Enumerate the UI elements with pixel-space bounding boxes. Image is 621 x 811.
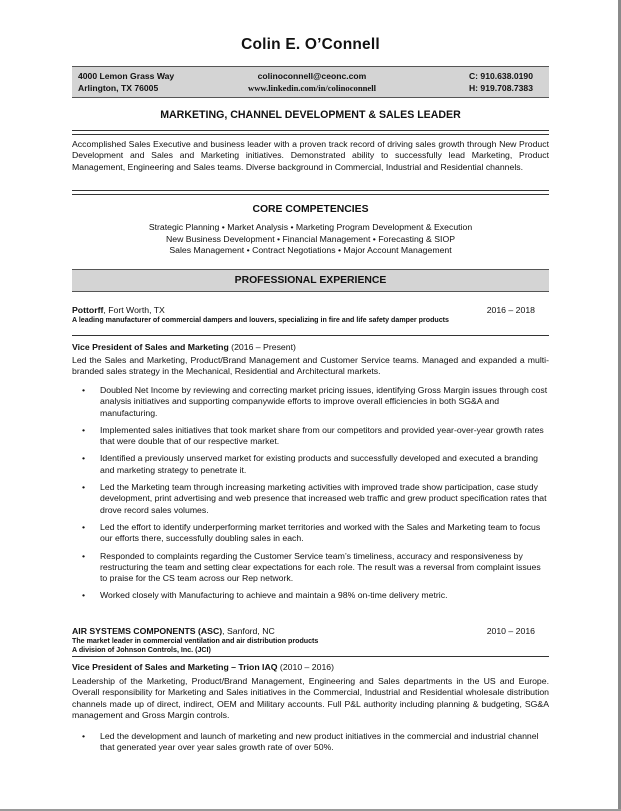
achievement-text: Responded to complaints regarding the Customer Service team’s timeliness, accuracy and responsiveness by restructuring the team and setting clear expectations for each role. The result was a reversal from complaint issues to praise for the CS team across our Rep network.	[100, 550, 541, 584]
core-competencies-title: CORE COMPETENCIES	[252, 204, 369, 215]
bullet-icon: •	[82, 550, 86, 561]
phone-block	[469, 70, 533, 94]
achievement-text: Led the development and launch of marketing and new product initiatives in the commercial and industrial channel that generated year over year sales growth rate of over 50%.	[100, 731, 539, 753]
divider	[72, 335, 549, 336]
summary-paragraph: Accomplished Sales Executive and business leader with a proven track record of driving sales growth through New Product Development and Sales and Marketing initiatives. Demonstrated ability to successfully lead Marketing, Product Management, Engineering and Sales teams. Diverse background in Commercial, Industrial and Residential channels.	[72, 139, 549, 172]
bullet-icon: •	[82, 521, 86, 532]
bullet-icon: •	[82, 731, 86, 741]
list-item	[72, 731, 549, 754]
role-header	[72, 342, 549, 353]
achievement-text: Led the effort to identify underperforming market territories and worked with the Sales and Marketing team to focus our efforts there, successfully doubling sales in each.	[100, 521, 541, 544]
company-name: AIR SYSTEMS COMPONENTS (ASC)	[72, 626, 223, 636]
list-item	[72, 425, 549, 448]
achievement-text: Identified a previously unserved market for existing products and successfully developed and executed a branding and marketing strategy to penetrate it.	[100, 453, 539, 475]
headline: MARKETING, CHANNEL DEVELOPMENT & SALES LEADER	[160, 109, 461, 121]
online-contact-block	[232, 70, 392, 94]
divider	[72, 134, 549, 135]
contact-bar	[72, 66, 549, 98]
divider	[72, 130, 549, 131]
divider	[72, 190, 549, 191]
achievement-text: Worked closely with Manufacturing to achieve and maintain a 98% on-time delivery metric.	[100, 590, 448, 601]
company-description: The market leader in commercial ventilation and air distribution products	[72, 637, 319, 645]
home-phone: H: 919.708.7383	[468, 83, 533, 93]
list-item	[72, 590, 549, 601]
competency-line: New Business Development • Financial Management • Forecasting & SIOP	[165, 233, 456, 244]
list-item	[72, 551, 549, 585]
company-location: , Sanford, NC	[222, 626, 275, 636]
achievement-list	[72, 385, 549, 608]
bullet-icon: •	[82, 424, 86, 435]
employment-dates: 2016 – 2018	[486, 305, 535, 315]
linkedin-link[interactable]: www.linkedin.com/in/colinoconnell	[248, 83, 376, 93]
role-overview: Led the Sales and Marketing, Product/Brand Management and Customer Service teams. Managed and expanded a multi-branded sales strategy in the Mechanical, Residential and Architectural markets.	[72, 355, 549, 377]
core-competencies-list	[72, 222, 549, 257]
achievement-text: Implemented sales initiatives that took market share from our competitors and provided year-over-year growth rates that were double that of our respective market.	[100, 424, 544, 447]
company-description: A leading manufacturer of commercial dampers and louvers, specializing in fire and life safety damper products	[72, 316, 449, 324]
cell-phone: C: 910.638.0190	[468, 71, 533, 81]
achievement-text: Led the Marketing team through increasing marketing activities with improved trade show participation, case study development, print advertising and web presence that increased web traffic and grew product specification rates that drove record sales volumes.	[100, 482, 547, 515]
competency-line: Sales Management • Contract Negotiations • Major Account Management	[169, 245, 452, 256]
role-dates: (2016 – Present)	[228, 342, 296, 352]
achievement-list	[72, 731, 549, 760]
company-location: , Fort Worth, TX	[103, 305, 165, 315]
bullet-icon: •	[82, 590, 86, 601]
address-line-2: Arlington, TX 76005	[78, 83, 159, 93]
bullet-icon: •	[82, 385, 86, 395]
role-header	[72, 662, 549, 673]
role-overview: Leadership of the Marketing, Product/Brand Management, Engineering and Sales departments in the US and Europe. Overall responsibility for Marketing and Sales initiatives in the Commercial, Industrial and Residential wholesale distribution channels made up of direct, indirect, OEM and Military accounts. Full P&L authority including planning & budgeting, SG&A management and Gross Margin controls.	[72, 676, 549, 720]
bullet-icon: •	[82, 482, 86, 493]
address-line-1: 4000 Lemon Grass Way	[78, 71, 175, 81]
address-block	[78, 70, 174, 94]
company-header	[72, 305, 549, 325]
list-item	[72, 482, 549, 516]
candidate-name: Colin E. O’Connell	[241, 36, 380, 53]
company-header	[72, 626, 549, 655]
company-name: Pottorff	[72, 305, 104, 315]
list-item	[72, 453, 549, 476]
divider	[72, 656, 549, 657]
achievement-text: Doubled Net Income by reviewing and correcting market pricing issues, identifying Gross Margin issues through cost analysis initiatives and supporting companywide efforts to improve overall efficiencies in both SG&A and manufacturing.	[100, 385, 548, 418]
employment-dates: 2010 – 2016	[486, 626, 535, 636]
divider	[72, 194, 549, 195]
professional-experience-title: PROFESSIONAL EXPERIENCE	[72, 269, 549, 292]
role-title: Vice President of Sales and Marketing – Trion IAQ	[72, 662, 278, 672]
list-item	[72, 522, 549, 545]
bullet-icon: •	[82, 453, 86, 464]
role-dates: (2010 – 2016)	[277, 662, 335, 672]
email-link[interactable]: colinoconnell@ceonc.com	[257, 71, 367, 81]
list-item	[72, 385, 549, 419]
competency-line: Strategic Planning • Market Analysis • Marketing Program Development & Execution	[148, 222, 473, 232]
company-parent: A division of Johnson Controls, Inc. (JCI)	[72, 646, 211, 654]
role-title: Vice President of Sales and Marketing	[72, 342, 229, 352]
